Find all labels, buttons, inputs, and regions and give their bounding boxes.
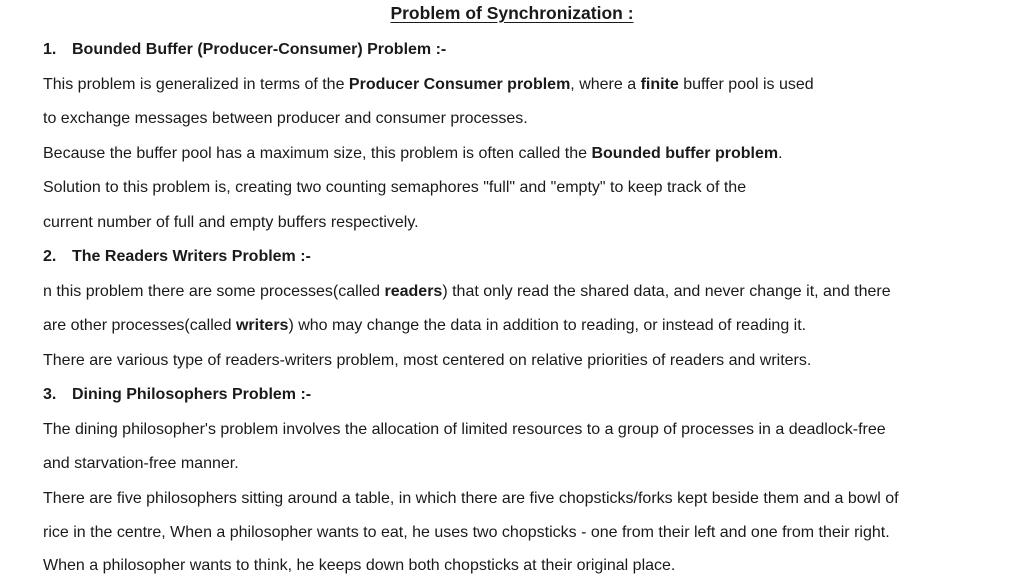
section-3-paragraph-5: When a philosopher wants to think, he keeps down both chopsticks at their original place. <box>43 557 676 574</box>
section-2-paragraph-2 <box>43 316 806 336</box>
section-3-paragraph-2: and starvation-free manner. <box>43 455 239 472</box>
emphasis-readers: readers <box>384 283 443 300</box>
section-1-paragraph-2: to exchange messages between producer and consumer processes. <box>43 110 528 127</box>
section-2-paragraph-3: There are various type of readers-writers problem, most centered on relative priorities of readers and writers. <box>43 352 812 369</box>
section-2-title: The Readers Writers Problem :- <box>72 248 311 265</box>
page-title: Problem of Synchronization : <box>390 3 634 23</box>
text: are other processes(called <box>43 317 236 334</box>
section-3-heading <box>43 385 311 405</box>
emphasis-producer-consumer: Producer Consumer problem <box>348 76 571 93</box>
section-1-title: Bounded Buffer (Producer-Consumer) Problem :- <box>72 41 447 58</box>
text: . <box>778 145 783 162</box>
text: , where a <box>570 76 641 93</box>
section-1-paragraph-4: Solution to this problem is, creating two counting semaphores "full" and "empty" to keep track of the <box>43 179 747 196</box>
section-3-paragraph-3: There are five philosophers sitting around a table, in which there are five chopsticks/forks kept beside them and a bowl of <box>43 490 899 507</box>
section-3-paragraph-1: The dining philosopher's problem involves the allocation of limited resources to a group of processes in a deadlock-free <box>43 421 886 438</box>
section-2-paragraph-1 <box>43 282 891 302</box>
text: This problem is generalized in terms of the <box>43 76 349 93</box>
section-1-paragraph-1 <box>43 75 814 95</box>
emphasis-bounded-buffer: Bounded buffer problem <box>591 145 779 162</box>
section-3-number: 3. <box>43 386 57 403</box>
section-1-paragraph-5: current number of full and empty buffers respectively. <box>43 214 419 231</box>
section-1-paragraph-3 <box>43 144 783 164</box>
section-2-number: 2. <box>43 248 57 265</box>
text: n this problem there are some processes(called <box>43 283 385 300</box>
text: Because the buffer pool has a maximum size, this problem is often called the <box>43 145 592 162</box>
text: ) that only read the shared data, and never change it, and there <box>442 283 891 300</box>
section-2-heading <box>43 247 311 267</box>
section-1-heading <box>43 40 446 60</box>
section-3-paragraph-4: rice in the centre, When a philosopher wants to eat, he uses two chopsticks - one from their left and one from their right. <box>43 524 890 541</box>
section-1-number: 1. <box>43 41 57 58</box>
text: buffer pool is used <box>678 76 814 93</box>
emphasis-finite: finite <box>640 76 679 93</box>
section-3-title: Dining Philosophers Problem :- <box>72 386 312 403</box>
text: ) who may change the data in addition to reading, or instead of reading it. <box>288 317 807 334</box>
emphasis-writers: writers <box>235 317 289 334</box>
